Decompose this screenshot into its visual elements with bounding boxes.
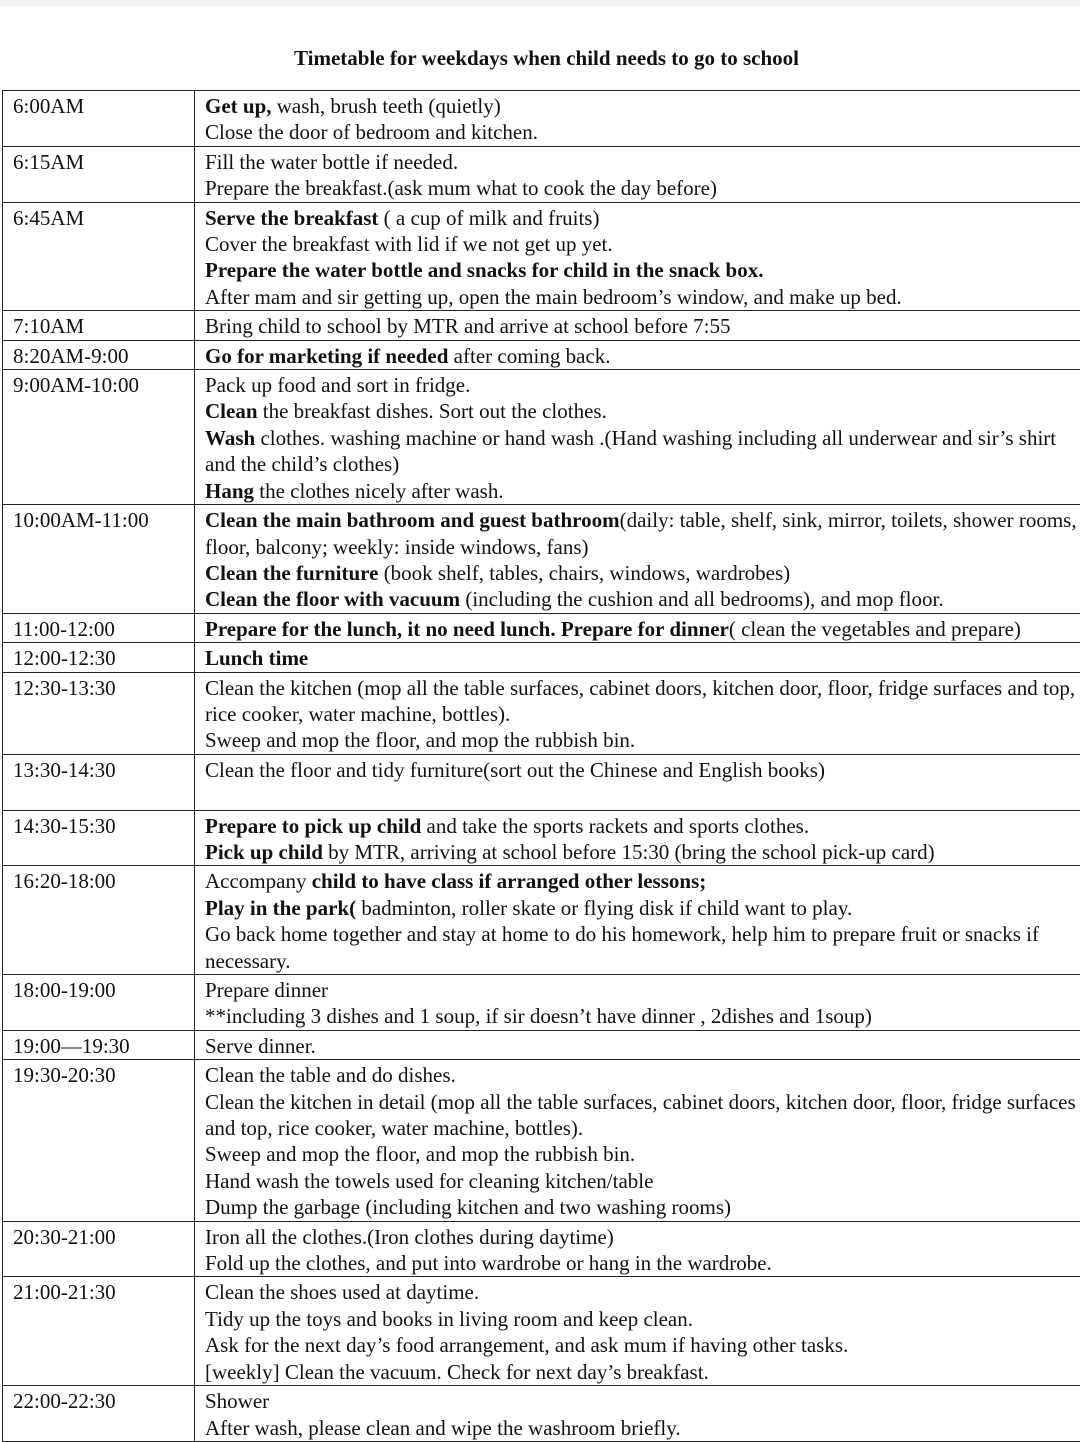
task-cell <box>195 1221 1080 1277</box>
timetable-row <box>3 146 1080 202</box>
task-text: Clean the kitchen (mop all the table surfaces, cabinet doors, kitchen door, floor, fridge surfaces and top, rice cooker, water machine, bottles). <box>205 676 1075 726</box>
task-line <box>205 1250 1080 1276</box>
task-text-bold: Serve the breakfast <box>205 206 378 230</box>
task-line <box>205 313 1080 339</box>
task-line <box>205 1194 1080 1220</box>
task-line <box>205 977 1080 1003</box>
task-line <box>205 645 1080 671</box>
task-line <box>205 93 1080 119</box>
task-cell <box>195 311 1080 340</box>
task-cell <box>195 975 1080 1031</box>
task-line <box>205 757 1080 783</box>
task-line <box>205 1141 1080 1167</box>
task-text: Sweep and mop the floor, and mop the rubbish bin. <box>205 728 635 752</box>
task-cell <box>195 340 1080 369</box>
task-cell <box>195 1030 1080 1059</box>
timetable-body <box>3 91 1080 1442</box>
time-cell: 18:00-19:00 <box>3 975 195 1031</box>
task-cell <box>195 1277 1080 1386</box>
task-line <box>205 586 1080 612</box>
task-cell <box>195 91 1080 147</box>
timetable-row <box>3 810 1080 866</box>
time-cell: 21:00-21:30 <box>3 1277 195 1386</box>
task-text: Accompany <box>205 869 312 893</box>
task-line <box>205 478 1080 504</box>
task-cell <box>195 643 1080 672</box>
task-text: Go back home together and stay at home to do his homework, help him to prepare fruit or snacks if necessary. <box>205 922 1039 972</box>
timetable-row <box>3 1277 1080 1386</box>
task-line <box>205 372 1080 398</box>
task-line <box>205 1359 1080 1385</box>
time-cell: 13:30-14:30 <box>3 754 195 810</box>
time-cell: 8:20AM-9:00 <box>3 340 195 369</box>
task-text-bold: Get up, <box>205 94 272 118</box>
task-line <box>205 257 1080 283</box>
task-text: Clean the kitchen in detail (mop all the table surfaces, cabinet doors, kitchen door, floor, fridge surfaces and top, rice cooker, water machine, bottles). <box>205 1090 1076 1140</box>
task-text: badminton, roller skate or flying disk if child want to play. <box>356 896 852 920</box>
task-line <box>205 921 1080 974</box>
task-line <box>205 1306 1080 1332</box>
task-line <box>205 783 1080 809</box>
task-cell <box>195 1060 1080 1221</box>
time-cell: 6:15AM <box>3 146 195 202</box>
task-text-bold: Prepare for the lunch, it no need lunch. Prepare for dinner <box>205 617 729 641</box>
timetable-row <box>3 613 1080 642</box>
task-text-bold: Play in the park( <box>205 896 356 920</box>
task-text: Shower <box>205 1389 269 1413</box>
time-cell: 14:30-15:30 <box>3 810 195 866</box>
task-text-bold: Wash <box>205 426 255 450</box>
timetable-row <box>3 91 1080 147</box>
task-text: Prepare the breakfast.(ask mum what to cook the day before) <box>205 176 717 200</box>
task-line <box>205 119 1080 145</box>
task-line <box>205 868 1080 894</box>
top-strip <box>0 0 1080 6</box>
task-line <box>205 895 1080 921</box>
task-text: by MTR, arriving at school before 15:30 (bring the school pick-up card) <box>323 840 935 864</box>
task-text: Cover the breakfast with lid if we not get up yet. <box>205 232 613 256</box>
task-text: (book shelf, tables, chairs, windows, wardrobes) <box>378 561 790 585</box>
task-text: After mam and sir getting up, open the main bedroom’s window, and make up bed. <box>205 285 902 309</box>
task-text: Prepare dinner <box>205 978 328 1002</box>
task-text-bold: Lunch time <box>205 646 308 670</box>
task-text: Serve dinner. <box>205 1034 316 1058</box>
timetable-row <box>3 505 1080 614</box>
time-cell: 16:20-18:00 <box>3 866 195 975</box>
task-line <box>205 675 1080 728</box>
timetable-row <box>3 311 1080 340</box>
task-text: Hand wash the towels used for cleaning kitchen/table <box>205 1169 653 1193</box>
task-text: clothes. washing machine or hand wash .(Hand washing including all underwear and sir’s shirt and the child’s clothes) <box>205 426 1056 476</box>
task-text: (daily: table, shelf, sink, mirror, toilets, shower rooms, floor, balcony; weekly: inside windows, fans) <box>205 508 1077 558</box>
task-line <box>205 149 1080 175</box>
time-cell: 6:45AM <box>3 202 195 311</box>
timetable-row <box>3 754 1080 810</box>
task-line <box>205 1168 1080 1194</box>
task-cell <box>195 370 1080 505</box>
task-text: Bring child to school by MTR and arrive at school before 7:55 <box>205 314 730 338</box>
task-text: after coming back. <box>448 344 610 368</box>
task-line <box>205 1224 1080 1250</box>
timetable-row <box>3 975 1080 1031</box>
task-text: Tidy up the toys and books in living room and keep clean. <box>205 1307 693 1331</box>
time-cell: 22:00-22:30 <box>3 1386 195 1442</box>
time-cell: 12:30-13:30 <box>3 672 195 754</box>
task-line <box>205 839 1080 865</box>
task-cell <box>195 672 1080 754</box>
time-cell: 10:00AM-11:00 <box>3 505 195 614</box>
timetable-row <box>3 202 1080 311</box>
timetable-row <box>3 1030 1080 1059</box>
task-text: ( clean the vegetables and prepare) <box>729 617 1021 641</box>
task-line <box>205 1089 1080 1142</box>
task-text: Iron all the clothes.(Iron clothes during daytime) <box>205 1225 614 1249</box>
task-line <box>205 1279 1080 1305</box>
task-line <box>205 1003 1080 1029</box>
time-cell: 19:00—19:30 <box>3 1030 195 1059</box>
task-text: and take the sports rackets and sports clothes. <box>421 814 809 838</box>
task-line <box>205 1388 1080 1414</box>
task-text: Clean the table and do dishes. <box>205 1063 456 1087</box>
task-cell <box>195 146 1080 202</box>
time-cell: 6:00AM <box>3 91 195 147</box>
time-cell: 19:30-20:30 <box>3 1060 195 1221</box>
task-text: Fold up the clothes, and put into wardrobe or hang in the wardrobe. <box>205 1251 772 1275</box>
task-text-bold: Clean <box>205 399 258 423</box>
time-cell: 20:30-21:00 <box>3 1221 195 1277</box>
task-line <box>205 1033 1080 1059</box>
time-cell: 7:10AM <box>3 311 195 340</box>
task-text: Clean the floor and tidy furniture(sort out the Chinese and English books) <box>205 758 825 782</box>
task-cell <box>195 810 1080 866</box>
task-text: (including the cushion and all bedrooms), and mop floor. <box>460 587 944 611</box>
task-text: Fill the water bottle if needed. <box>205 150 458 174</box>
timetable-row <box>3 1221 1080 1277</box>
task-cell <box>195 866 1080 975</box>
task-line <box>205 343 1080 369</box>
task-cell <box>195 754 1080 810</box>
task-line <box>205 813 1080 839</box>
task-text: wash, brush teeth (quietly) <box>272 94 501 118</box>
task-text-bold: Clean the furniture <box>205 561 378 585</box>
task-line <box>205 425 1080 478</box>
task-text-bold: Prepare the water bottle and snacks for child in the snack box. <box>205 258 763 282</box>
task-text: [weekly] Clean the vacuum. Check for next day’s breakfast. <box>205 1360 709 1384</box>
task-text: ( a cup of milk and fruits) <box>378 206 599 230</box>
task-text-bold: child to have class if arranged other lessons; <box>312 869 707 893</box>
task-text: Sweep and mop the floor, and mop the rubbish bin. <box>205 1142 635 1166</box>
task-text: Clean the shoes used at daytime. <box>205 1280 479 1304</box>
task-text: After wash, please clean and wipe the washroom briefly. <box>205 1416 681 1440</box>
task-text: Ask for the next day’s food arrangement, and ask mum if having other tasks. <box>205 1333 848 1357</box>
time-cell: 9:00AM-10:00 <box>3 370 195 505</box>
task-cell <box>195 202 1080 311</box>
task-line <box>205 507 1080 560</box>
task-text: **including 3 dishes and 1 soup, if sir doesn’t have dinner , 2dishes and 1soup) <box>205 1004 872 1028</box>
task-cell <box>195 1386 1080 1442</box>
timetable-row <box>3 370 1080 505</box>
task-line <box>205 1062 1080 1088</box>
task-text: Close the door of bedroom and kitchen. <box>205 120 538 144</box>
task-text-bold: Clean the main bathroom and guest bathroom <box>205 508 620 532</box>
task-cell <box>195 613 1080 642</box>
task-text-bold: Hang <box>205 479 254 503</box>
task-line <box>205 231 1080 257</box>
time-cell: 12:00-12:30 <box>3 643 195 672</box>
task-text-bold: Clean the floor with vacuum <box>205 587 460 611</box>
task-line <box>205 560 1080 586</box>
timetable-row <box>3 643 1080 672</box>
task-line <box>205 284 1080 310</box>
task-line <box>205 727 1080 753</box>
task-text-bold: Go for marketing if needed <box>205 344 448 368</box>
task-line <box>205 398 1080 424</box>
task-line <box>205 175 1080 201</box>
time-cell: 11:00-12:00 <box>3 613 195 642</box>
task-text: Pack up food and sort in fridge. <box>205 373 470 397</box>
timetable-row <box>3 340 1080 369</box>
timetable-row <box>3 672 1080 754</box>
task-text-bold: Pick up child <box>205 840 323 864</box>
page-title: Timetable for weekdays when child needs to go to school <box>0 46 1080 71</box>
task-text-bold: Prepare to pick up child <box>205 814 421 838</box>
task-text: the clothes nicely after wash. <box>254 479 504 503</box>
timetable-row <box>3 1060 1080 1221</box>
timetable-row <box>3 866 1080 975</box>
task-text: the breakfast dishes. Sort out the clothes. <box>258 399 607 423</box>
task-text: Dump the garbage (including kitchen and two washing rooms) <box>205 1195 731 1219</box>
timetable <box>2 90 1080 1442</box>
task-line <box>205 205 1080 231</box>
task-line <box>205 616 1080 642</box>
task-cell <box>195 505 1080 614</box>
task-line <box>205 1332 1080 1358</box>
timetable-row <box>3 1386 1080 1442</box>
